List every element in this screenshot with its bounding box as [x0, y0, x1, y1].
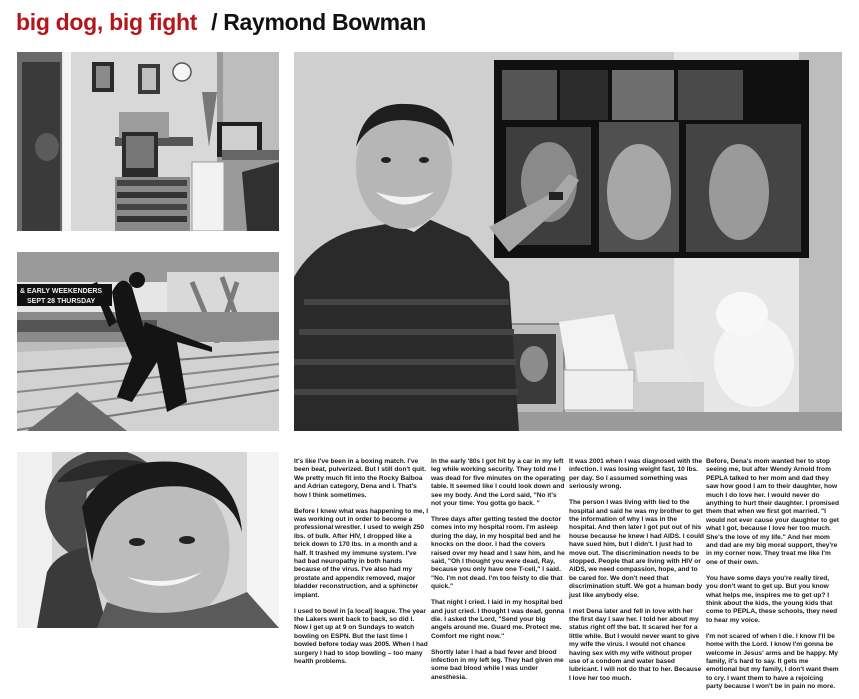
bowling-sign-line1: & EARLY WEEKENDERS — [20, 288, 103, 295]
article-paragraph: Before, Dena's mom wanted her to stop seeing me, but after Wendy Arnold from PEPLA talked to her mom and dad they saw how good I am to their daughter, how much I do love her. I would never do anything to hurt their daughter. I promised them that when we first got married. "I would not ever cause your daughter to get what I got, because I love her too much. She's the love of my life." And her mom and dad are my big moral support, they're in my corner now. They treat me like I'm one of their own. — [706, 458, 839, 566]
article-column-3 — [569, 458, 704, 691]
page-title — [16, 6, 426, 38]
bowling-sign-line2: SEPT 28 THURSDAY — [27, 298, 96, 305]
title-red: big dog, big fight — [16, 9, 198, 35]
subject-name: Raymond Bowman — [223, 9, 427, 35]
article-paragraph: Three days after getting tested the doctor comes into my hospital room. I'm asleep during the day, in my hospital bed and he knocks on the door. I had the covers raised over my head and I saw him, and he said, "Oh I thought you were dead, Ray, because you only have one T-cell," I said. "No. I'm not dead. I'm too feisty to die that quick." — [431, 515, 565, 591]
article-paragraph: Before I knew what was happening to me, I was working out in order to become a professional wrestler. I used to weigh 250 lbs. of bulk. After HIV, I dropped like a brick down to 170 lbs. in a month and a half. It trashed my immune system. I've had bad neuropathy in both hands because of the virus. I've also had my prostate and appendix removed, major bladder reconstruction, and a sphincter implant. — [294, 507, 429, 599]
article-paragraph: I met Dena later and fell in love with her the first day I saw her. I told her about my status right off the bat. It scared her for a little while. But I would never want to give my wife the virus. I would not chance having sex with my wife without proper use of a condom and water based lubricant. I will not do that to her. Because I love her too much. — [569, 607, 702, 682]
portrait-with-posters-photo — [294, 52, 842, 431]
couple-photo — [17, 452, 279, 628]
article-column-4 — [706, 458, 841, 699]
bowling-alley-photo — [17, 252, 279, 431]
article-column-2 — [431, 458, 566, 690]
article-paragraph: In the early '80s I got hit by a car in my left leg while working security. They told me I was dead for five minutes on the operating table. It seemed like I could look down and see my body. And the Lord said, "No it's not your time. You gotta go back. " — [431, 458, 566, 508]
article-paragraph: I'm not scared of when I die. I know I'll be home with the Lord. I know I'm gonna be welcome in Jesus' arms and be happy. My family, it's hard to say. It gets me emotional but my family, I don't want them to cry. I want them to have a rejoicing party because I won't be in pain no more. — [706, 632, 839, 691]
title-separator: / — [211, 9, 218, 35]
article-paragraph: You have some days you're really tired, you don't want to get up. But you know what helps me, inspires me to get up? I think about the kids, the young kids that come to PEPLA, these schools, they need to hear my voice. — [706, 574, 838, 624]
home-office-photo — [17, 52, 279, 231]
article-paragraph: It's like I've been in a boxing match. I've been beat, pulverized. But I still don't quit. We pretty much fit into the Rocky Balboa and Adrian category, Dena and I. That's how I think sometimes. — [294, 458, 426, 499]
article-column-1 — [294, 458, 429, 674]
article-paragraph: Shortly later I had a bad fever and blood infection in my left leg. They had given me some bad blood while I was under anesthesia. — [431, 648, 564, 681]
article-paragraph: It was 2001 when I was diagnosed with the infection. I was losing weight fast, 10 lbs. per day. So I assumed something was seriously wrong. — [569, 458, 703, 491]
article-paragraph: The person I was living with lied to the hospital and said he was my brother to get the information of why I was in the hospital. And then later I got put out of his house because he knew I had AIDS. I could have sued him, but I didn't. I just had to move out. The discrimination needs to be stopped. People that are living with HIV or AIDS, we need compassion, hope, and to be cared for. We don't need that discrimination stuff. We got a human body just like anybody else. — [569, 499, 704, 599]
article-paragraph: That night I cried. I laid in my hospital bed and just cried. I thought I was dead, gonna die. I asked the Lord, "Send your big angels around me. Guard me. Protect me. Comfort me right now." — [431, 599, 565, 640]
article-paragraph: I used to bowl in [a local] league. The year the Lakers went back to back, so did I. Now I get up at 9 on Sundays to watch bowling on ESPN. But the last time I bowled before today was 2005. When I had surgery I had to stop bowling – too many health problems. — [294, 607, 428, 665]
